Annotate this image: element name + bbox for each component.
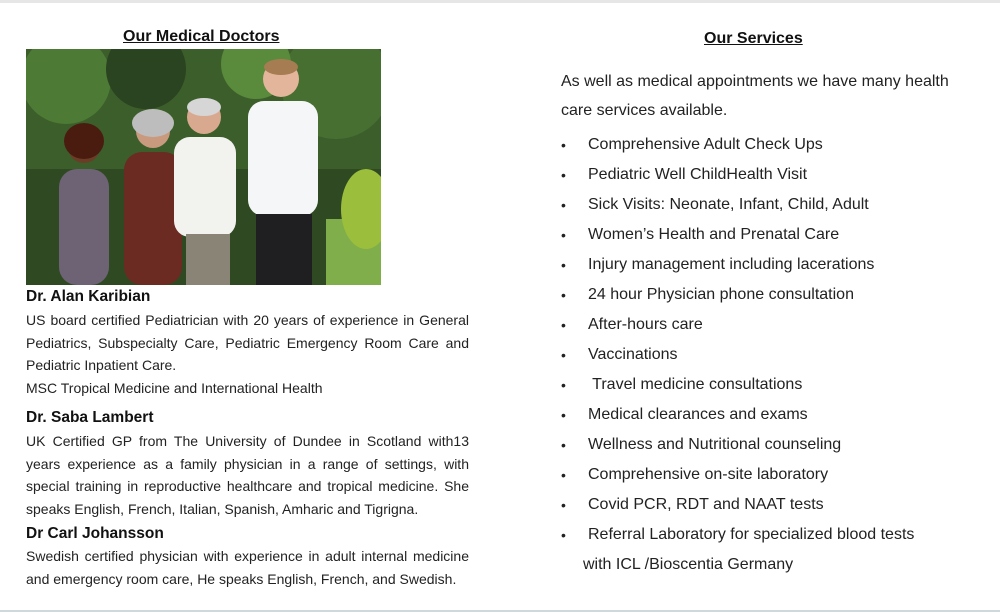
bullet-icon: •: [561, 287, 566, 303]
services-intro: As well as medical appointments we have many health care services available.: [561, 73, 949, 119]
bullet-icon: •: [561, 497, 566, 513]
bullet-icon: •: [561, 167, 566, 183]
doctors-group-photo: [26, 49, 381, 285]
bullet-icon: •: [561, 227, 566, 243]
bullet-icon: •: [561, 257, 566, 273]
bullet-icon: •: [561, 197, 566, 213]
bullet-icon: •: [561, 527, 566, 543]
bullet-icon: •: [561, 347, 566, 363]
bullet-icon: •: [561, 137, 566, 153]
list-item-continuation: with ICL /Bioscentia Germany: [583, 556, 794, 573]
bullet-icon: •: [561, 437, 566, 453]
doctor-degree-1: MSC Tropical Medicine and International Health: [26, 380, 323, 396]
doctor-bio-3: Swedish certified physician with experience in adult internal medicine and emergency room care, He speaks English, French, and Swedish.: [26, 548, 469, 587]
bullet-icon: •: [561, 377, 566, 393]
services-heading: Our Services: [704, 30, 803, 47]
doctor-name-3: Dr Carl Johansson: [26, 525, 164, 542]
doctor-bio-1: US board certified Pediatrician with 20 years of experience in General Pediatrics, Subspecialty Care, Pediatric Emergency Room Care and Pediatric Inpatient Care.: [26, 312, 469, 373]
doctor-name-2: Dr. Saba Lambert: [26, 409, 154, 426]
doctors-photo-illustration: [26, 49, 381, 285]
bullet-icon: •: [561, 317, 566, 333]
doctors-heading: Our Medical Doctors: [123, 28, 280, 45]
bullet-icon: •: [561, 467, 566, 483]
bottom-border: [0, 610, 1000, 612]
top-border: [0, 0, 1000, 3]
bullet-icon: •: [561, 407, 566, 423]
doctor-name-1: Dr. Alan Karibian: [26, 288, 151, 305]
doctor-bio-2: UK Certified GP from The University of Dundee in Scotland with13 years experience as a family physician in a range of settings, with special training in reproductive healthcare and tropical medicine. She speaks English, French, Italian, Spanish, Amharic and Tigrigna.: [26, 433, 469, 517]
